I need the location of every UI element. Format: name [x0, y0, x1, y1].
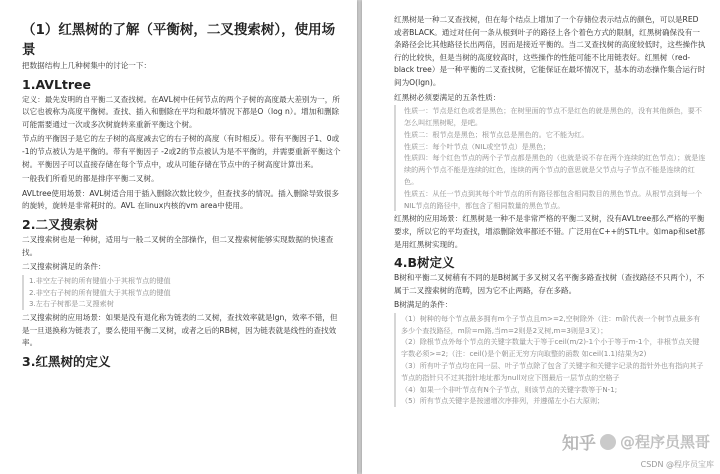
- btree-heading: 4.B树定义: [394, 255, 455, 271]
- list-item: 性质二：根节点是黑色；根节点总是黑色的。它不能为红。: [404, 129, 589, 139]
- btree-conditions-label: B树满足的条件：: [394, 300, 453, 310]
- list-item: 性质三：每个叶节点（NIL或空节点）是黑色；: [404, 141, 551, 151]
- avl-usage: AVLtree使用场景：AVL树适合用于插入删除次数比较少，但查找多的情况。插入删除导致很多的旋转，旋转是非常耗时的。AVL 在linux内核的vm area中使用。: [22, 188, 339, 211]
- watermark: [562, 429, 710, 454]
- page-title: （1）红黑树的了解（平衡树，二叉搜索树），使用场景: [22, 22, 336, 58]
- list-item: 性质五：从任一节点到其每个叶节点的所有路径都包含相同数目的黑色节点。从根节点到每一个NIL节点的路径中，都包含了相同数量的黑色节点。: [404, 188, 702, 210]
- left-page: [0, 0, 357, 474]
- bst-conditions-label: 二叉搜索树满足的条件：: [22, 262, 106, 272]
- avl-note: 一般我们所看见的都是排序平衡二叉树。: [22, 174, 159, 184]
- csdn-credit: CSDN @程序员宝库: [640, 460, 714, 469]
- btree-definition: B树和平衡二叉树稍有不同的是B树属于多叉树又名平衡多路查找树（查找路径不只两个），不属于二叉搜索树的范畴，因为它不止两路，存在多路。: [394, 273, 705, 295]
- bst-conditions-box: [22, 275, 341, 310]
- list-item: 3.左右子树都是二叉搜索树: [29, 299, 114, 309]
- watermark-zhihu: 知乎: [561, 434, 596, 454]
- avl-balance-factor: 节点的平衡因子是它的左子树的高度减去它的右子树的高度（有时相反）。带有平衡因子1、0或 -1的节点被认为是平衡的。带有平衡因子 -2或2的节点被认为是不平衡的，并需要重新平衡这个树。平衡因子可以直接存储在每个节点中，或从可能存储在节点中的子树高度计算出来。: [22, 134, 341, 169]
- list-item: （1）树种的每个节点最多拥有m个子节点且m>=2,空树除外（注：m阶代表一个树节点最多有多少个查找路径，m阶=m路,当m=2则是2叉树,m=3则是3叉）；: [401, 313, 701, 335]
- bst-usage: 二叉搜索树的应用场景：如果是没有退化称为链表的二叉树，查找效率就是lgn，效率不错，但是一旦退换称为链表了，要么使用平衡二叉树，或者之后的RB树，因为链表就是线性的查找效率。: [22, 313, 338, 348]
- bst-heading: 2.二叉搜索树: [22, 216, 98, 232]
- avatar-icon: [600, 434, 616, 450]
- list-item: 性质一：节点是红色或者是黑色；在树里面的节点不是红色的就是黑色的，没有其他颜色，要不怎么叫红黑树呢，是吧。: [404, 106, 702, 127]
- avl-heading: 1.AVLtree: [22, 76, 92, 92]
- list-item: 性质四：每个红色节点的两个子节点都是黑色的（也就是说不存在两个连续的红色节点）；就是连续的两个节点不能是连续的红色，连续的两个节点的意思就是父节点与子节点不能是连续的红色。: [404, 153, 706, 186]
- rb-heading: 3.红黑树的定义: [22, 353, 111, 369]
- bst-definition: 二叉搜索树也是一种树，适用与一般二叉树的全部操作，但二叉搜索树能够实现数据的快速查找。: [22, 234, 334, 257]
- list-item: （3）所有叶子节点均在同一层、叶子节点除了包含了关键字和关键字记录的指针外也有指向其子节点的指针只不过其指针地址都为null对应下图最后一层节点的空格子: [401, 361, 704, 382]
- list-item: （4）如果一个非叶节点有N个子节点，则该节点的关键字数等于N-1;: [401, 384, 618, 394]
- list-item: 2.非空右子树的所有键值大于其根节点的键值: [29, 287, 171, 297]
- rb-definition: 红黑树是一种二叉查找树，但在每个结点上增加了一个存储位表示结点的颜色，可以是RED或者BLACK。通过对任何一条从根到叶子的路径上各个着色方式的限制，红黑树确保没有一条路径会比其他路径长出两倍，因而是接近平衡的。当二叉查找树的高度较低时，这些操作执行的比较快，但是当树的高度较高时，这些操作的性能可能不比用链表好。红黑树（red-black tree）是一种平衡的二叉查找树，它能保证在最坏情况下，基本的动态操作集合运行时间为O(lgn)。: [394, 15, 706, 87]
- avl-definition: 定义：最先发明的自平衡二叉查找树。在AVL树中任何节点的两个子树的高度最大差别为一，所以它也被称为高度平衡树。查找、插入和删除在平均和最坏情况下都是O（log n）。增加和删除可能需要通过一次或多次树旋转来重新平衡这个树。: [22, 94, 340, 129]
- rb-usage: 红黑树的应用场景：红黑树是一种不是非常严格的平衡二叉树，没有AVLtree那么严格的平衡要求，所以它的平均查找，增添删除效率都还不错。广泛用在C++的STL中。如map和set都是用红黑树实现的。: [394, 214, 705, 249]
- list-item: （5）所有节点关键字是按递增次序排列，并遵循左小右大原则；: [401, 396, 605, 406]
- intro-text: 把数据结构上几种树集中的讨论一下：: [22, 61, 152, 70]
- list-item: （2）除根节点外每个节点的关键字数量大于等于ceil(m/2)-1个小于等于m-1个，非根节点关键字数必须>=2;（注：ceil()是个朝正无穷方向取整的函数 如ceil(1.1)结果为2): [401, 337, 700, 359]
- btree-conditions-box: [394, 313, 706, 407]
- right-page: [362, 0, 720, 474]
- watermark-name: @程序员黑哥: [619, 433, 710, 451]
- rb-properties-box: [394, 105, 706, 211]
- rb-properties-label: 红黑树必须要满足的五条性质：: [394, 92, 501, 102]
- list-item: 1.非空左子树的所有键值小于其根节点的键值: [29, 275, 171, 285]
